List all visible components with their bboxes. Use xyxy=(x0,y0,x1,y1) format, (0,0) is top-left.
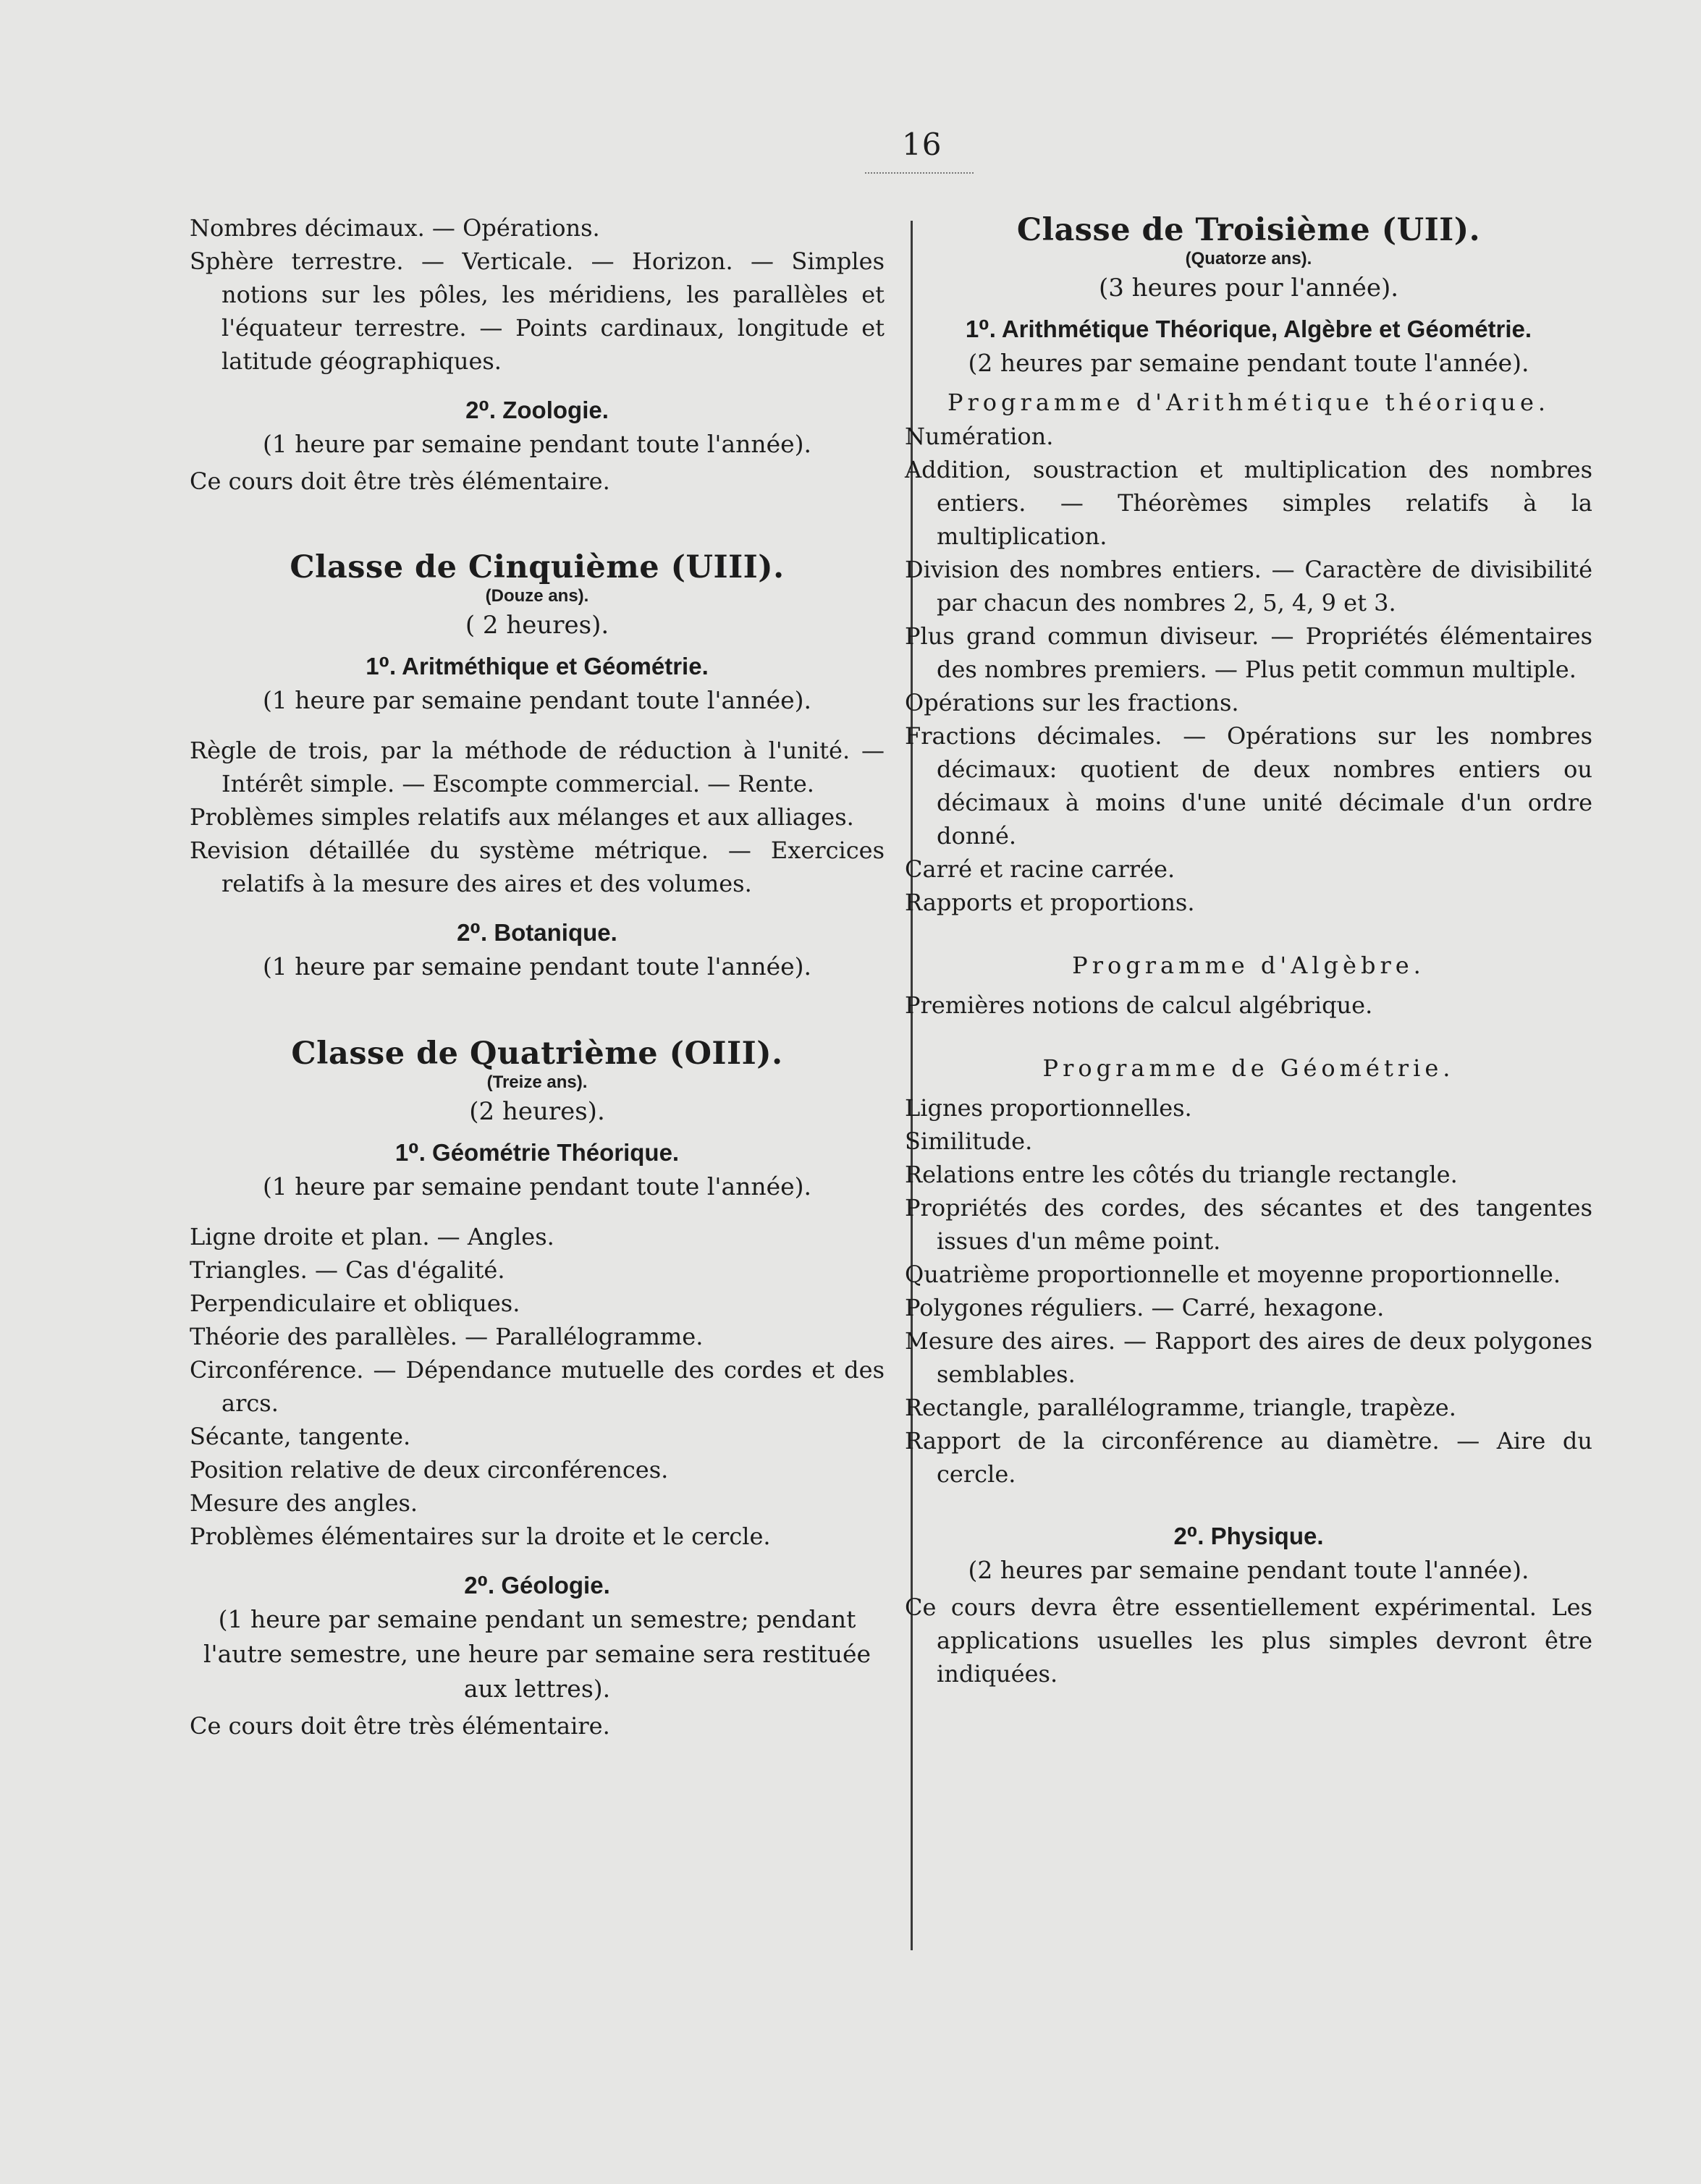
geometrie-item: Quatrième proportionnelle et moyenne proportionnelle. xyxy=(905,1261,1561,1288)
troisieme-subject-1-title: 1⁰. Arithmétique Théorique, Algèbre et Géométrie. xyxy=(965,316,1532,342)
left-column xyxy=(190,211,885,1743)
quatrieme-subject-2-note: Ce cours doit être très élémentaire. xyxy=(190,1712,610,1740)
cinquieme-age: (Douze ans). xyxy=(485,586,589,606)
cinquieme-item: Règle de trois, par la méthode de réduction à l'unité. — Intérêt simple. — Escompte commercial. — Rente. xyxy=(190,737,885,797)
zoologie-title: 2⁰. Zoologie. xyxy=(465,397,609,423)
quatrieme-hours: (2 heures). xyxy=(469,1097,605,1126)
cinquieme-subject-2-hours: (1 heure par semaine pendant toute l'année). xyxy=(262,952,812,981)
program-arithmetique-heading: Programme d'Arithmétique théorique. xyxy=(947,389,1550,416)
right-column xyxy=(905,211,1592,1690)
quatrieme-item: Perpendiculaire et obliques. xyxy=(190,1290,520,1317)
geometrie-item: Rapport de la circonférence au diamètre. — Aire du cercle. xyxy=(905,1427,1592,1488)
quatrieme-item: Mesure des angles. xyxy=(190,1489,418,1517)
cinquieme-title: Classe de Cinquième (UIII). xyxy=(290,549,785,585)
program-algebre-heading: Programme d'Algèbre. xyxy=(1072,952,1425,979)
geometrie-item: Relations entre les côtés du triangle rectangle. xyxy=(905,1161,1458,1188)
quatrieme-item: Circonférence. — Dépendance mutuelle des cordes et des arcs. xyxy=(190,1356,885,1417)
geometrie-item: Polygones réguliers. — Carré, hexagone. xyxy=(905,1294,1385,1321)
geometrie-item: Propriétés des cordes, des sécantes et des tangentes issues d'un même point. xyxy=(905,1194,1592,1255)
quatrieme-item: Triangles. — Cas d'égalité. xyxy=(190,1256,505,1284)
arithmetique-item: Numération. xyxy=(905,423,1054,450)
arithmetique-item: Fractions décimales. — Opérations sur les nombres décimaux: quotient de deux nombres entiers ou décimaux à moins d'une unité décimale d'un ordre donné. xyxy=(905,722,1592,850)
geometrie-item: Mesure des aires. — Rapport des aires de deux polygones semblables. xyxy=(905,1327,1592,1388)
arithmetique-item: Opérations sur les fractions. xyxy=(905,689,1239,716)
zoologie-hours: (1 heure par semaine pendant toute l'année). xyxy=(262,430,812,458)
physique-note: Ce cours devra être essentiellement expérimental. Les applications usuelles les plus simples devront être indiquées. xyxy=(905,1593,1592,1688)
cinquieme-hours: ( 2 heures). xyxy=(465,611,609,640)
arithmetique-item: Addition, soustraction et multiplication des nombres entiers. — Théorèmes simples relatifs à la multiplication. xyxy=(905,456,1592,550)
geometrie-item: Rectangle, parallélogramme, triangle, trapèze. xyxy=(905,1394,1456,1421)
geometrie-item: Similitude. xyxy=(905,1127,1033,1155)
intro-line: Sphère terrestre. — Verticale. — Horizon. — Simples notions sur les pôles, les méridiens, les parallèles et l'équateur terrestre. — Points cardinaux, longitude et latitude géographiques. xyxy=(190,247,885,375)
troisieme-title: Classe de Troisième (UII). xyxy=(1016,212,1481,248)
quatrieme-subject-2-hours: (1 heure par semaine pendant un semestre; pendant l'autre semestre, une heure par semaine sera restituée aux lettres). xyxy=(203,1605,871,1703)
quatrieme-age: (Treize ans). xyxy=(486,1072,588,1092)
quatrieme-item: Position relative de deux circonférences. xyxy=(190,1456,669,1483)
quatrieme-subject-1-title: 1⁰. Géométrie Théorique. xyxy=(394,1139,680,1166)
program-geometrie-heading: Programme de Géométrie. xyxy=(1042,1054,1455,1082)
algebre-item: Premières notions de calcul algébrique. xyxy=(905,991,1373,1019)
troisieme-age: (Quatorze ans). xyxy=(1185,249,1312,268)
arithmetique-item: Plus grand commun diviseur. — Propriétés élémentaires des nombres premiers. — Plus petit commun multiple. xyxy=(905,622,1592,683)
quatrieme-subject-1-hours: (1 heure par semaine pendant toute l'année). xyxy=(262,1172,812,1201)
quatrieme-item: Sécante, tangente. xyxy=(190,1423,411,1450)
cinquieme-subject-1-hours: (1 heure par semaine pendant toute l'année). xyxy=(262,686,812,714)
troisieme-subject-2-hours: (2 heures par semaine pendant toute l'année). xyxy=(968,1556,1529,1584)
zoologie-note: Ce cours doit être très élémentaire. xyxy=(190,467,610,495)
intro-line: Nombres décimaux. — Opérations. xyxy=(190,214,600,242)
geometrie-item: Lignes proportionnelles. xyxy=(905,1094,1192,1122)
cinquieme-subject-1-title: 1⁰. Aritméthique et Géométrie. xyxy=(366,653,709,680)
quatrieme-item: Théorie des parallèles. — Parallélogramme. xyxy=(190,1323,704,1350)
cinquieme-subject-2-title: 2⁰. Botanique. xyxy=(457,919,617,946)
quatrieme-subject-2-title: 2⁰. Géologie. xyxy=(464,1572,610,1599)
troisieme-hours: (3 heures pour l'année). xyxy=(1098,274,1399,302)
troisieme-subject-2-title: 2⁰. Physique. xyxy=(1173,1523,1324,1549)
page-number: 16 xyxy=(902,127,942,162)
quatrieme-item: Ligne droite et plan. — Angles. xyxy=(190,1223,554,1250)
cinquieme-item: Revision détaillée du système métrique. — Exercices relatifs à la mesure des aires et des volumes. xyxy=(190,837,885,897)
cinquieme-item: Problèmes simples relatifs aux mélanges et aux alliages. xyxy=(190,803,854,831)
arithmetique-item: Division des nombres entiers. — Caractère de divisibilité par chacun des nombres 2, 5, 4, 9 et 3. xyxy=(905,556,1592,617)
arithmetique-item: Carré et racine carrée. xyxy=(905,855,1175,883)
quatrieme-item: Problèmes élémentaires sur la droite et le cercle. xyxy=(190,1523,771,1550)
troisieme-subject-1-hours: (2 heures par semaine pendant toute l'année). xyxy=(968,349,1529,377)
page-number-ornament xyxy=(865,172,974,174)
quatrieme-title: Classe de Quatrième (OIII). xyxy=(291,1036,783,1072)
arithmetique-item: Rapports et proportions. xyxy=(905,889,1195,916)
